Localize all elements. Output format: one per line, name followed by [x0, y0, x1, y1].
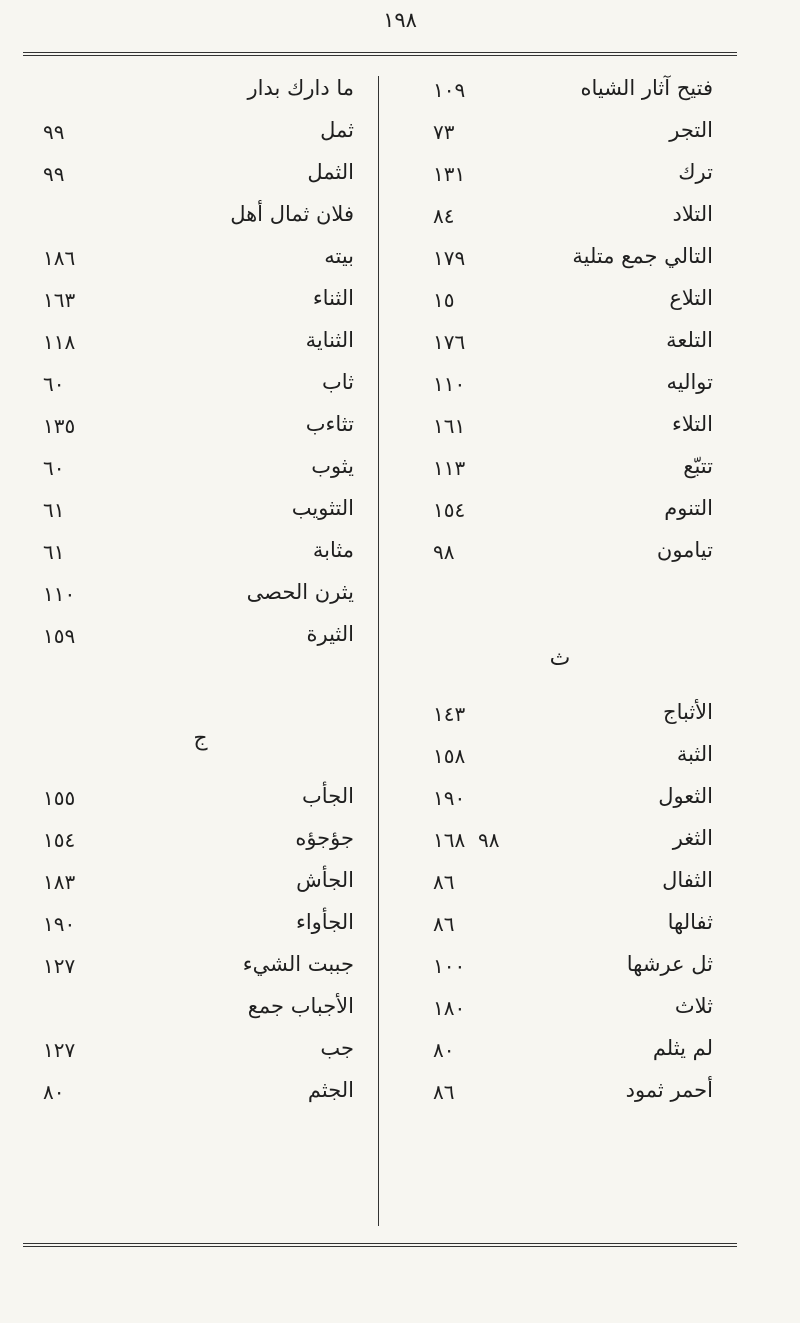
entry-word: جب: [320, 1036, 354, 1060]
entry-word: جببت الشيء: [242, 952, 354, 976]
index-entry: [383, 822, 737, 864]
index-entry: [23, 408, 378, 450]
entry-word: الثناية: [305, 328, 354, 352]
entry-word: بيته: [324, 244, 354, 268]
index-entry: [23, 240, 378, 282]
entry-word: ثمل: [320, 118, 354, 142]
entry-word: التنوم: [664, 496, 713, 520]
entry-page: ١١٠: [43, 582, 76, 606]
entry-word: ثل عرشها: [626, 952, 713, 976]
index-entry: [383, 408, 737, 450]
index-entry: [23, 1074, 378, 1116]
entry-page: ١٦٣: [43, 288, 76, 312]
index-entry: [23, 906, 378, 948]
index-entry: [383, 324, 737, 366]
entry-word: لم يثلم: [652, 1036, 713, 1060]
index-entry: [23, 114, 378, 156]
index-entry: [23, 864, 378, 906]
index-entry: [23, 618, 378, 660]
entry-word: يثوب: [311, 454, 354, 478]
entry-word: تيامون: [656, 538, 713, 562]
index-entry: [383, 738, 737, 780]
entry-word: التثويب: [291, 496, 354, 520]
bottom-rule: [23, 1246, 737, 1247]
index-entry: [383, 198, 737, 240]
entry-word: الثبة: [676, 742, 713, 766]
index-entry: [383, 990, 737, 1032]
entry-word: يثرن الحصى: [246, 580, 354, 604]
entry-word: الثيرة: [306, 622, 354, 646]
entry-word: تتبّع: [683, 454, 713, 478]
right-column: [383, 56, 737, 1243]
entry-page: ٦٠: [43, 456, 65, 480]
index-entry: [23, 534, 378, 576]
index-entry: [23, 72, 378, 114]
index-entry: [383, 1074, 737, 1116]
entry-word: أحمر ثمود: [625, 1078, 713, 1102]
index-entry: [23, 990, 378, 1032]
entry-page: ٨٠: [433, 1038, 455, 1062]
entry-page: ١١٠: [433, 372, 466, 396]
entry-page: ١٥٤: [43, 828, 76, 852]
entry-word: تواليه: [666, 370, 713, 394]
entry-word: الثفال: [662, 868, 713, 892]
entry-page: ١٧٩: [433, 246, 466, 270]
entry-word: التالي جمع متلية: [572, 244, 713, 268]
index-entry: [23, 282, 378, 324]
index-entry: [383, 72, 737, 114]
entry-word: الجأش: [296, 868, 354, 892]
entry-page: ١٥٤: [433, 498, 466, 522]
entry-word: ثاب: [321, 370, 354, 394]
entry-page: ١١٣: [433, 456, 466, 480]
entry-page: ٨٦: [433, 870, 455, 894]
entry-page: ٦١: [43, 540, 65, 564]
index-entry: [383, 156, 737, 198]
entry-page: ١٣٥: [43, 414, 76, 438]
index-entry: [383, 282, 737, 324]
entry-word: الجأب: [302, 784, 354, 808]
index-entry: [23, 324, 378, 366]
index-entry: [23, 822, 378, 864]
entry-page: ١٨٦: [43, 246, 76, 270]
index-entry: [23, 492, 378, 534]
column-divider: [378, 76, 379, 1226]
entry-page-secondary: ٩٨: [478, 828, 500, 852]
entry-word: الثغر: [672, 826, 713, 850]
entry-word: الجأواء: [295, 910, 354, 934]
index-entry: [23, 1032, 378, 1074]
entry-page: ٩٩: [43, 162, 65, 186]
entry-page: ١٥٥: [43, 786, 76, 810]
entry-page: ١٨٣: [43, 870, 76, 894]
entry-word: الثمل: [307, 160, 354, 184]
entry-word: فلان ثمال أهل: [230, 202, 354, 226]
entry-page: ١٦١: [433, 414, 466, 438]
index-entry: [383, 366, 737, 408]
entry-word: الجثم: [307, 1078, 354, 1102]
entry-page: ٨٦: [433, 912, 455, 936]
index-entry: [383, 780, 737, 822]
entry-word: ثفالها: [667, 910, 713, 934]
entry-word: فتيح آثار الشياه: [580, 76, 713, 100]
index-entry: [383, 534, 737, 576]
index-table: [23, 55, 737, 1244]
entry-page: ٩٨: [433, 540, 455, 564]
entry-page: ١٣١: [433, 162, 466, 186]
entry-page: ١٨٠: [433, 996, 466, 1020]
entry-page: ١٦٨: [433, 828, 466, 852]
entry-page: ٦٠: [43, 372, 65, 396]
index-entry: [23, 198, 378, 240]
index-entry: [23, 948, 378, 990]
entry-word: ترك: [678, 160, 713, 184]
entry-page: ١٥٨: [433, 744, 466, 768]
index-entry: [383, 492, 737, 534]
index-entry: [23, 576, 378, 618]
entry-page: ١٢٧: [43, 1038, 76, 1062]
entry-word: جؤجؤه: [295, 826, 354, 850]
entry-word: التلاء: [672, 412, 713, 436]
index-entry: [383, 450, 737, 492]
index-entry: [23, 156, 378, 198]
entry-word: الأجباب جمع: [247, 994, 354, 1018]
entry-page: ١٥: [433, 288, 455, 312]
top-rule: [23, 52, 737, 53]
entry-page: ١٩٠: [43, 912, 76, 936]
index-entry: [383, 240, 737, 282]
entry-page: ٨٤: [433, 204, 455, 228]
entry-word: التلعة: [666, 328, 713, 352]
entry-page: ٦١: [43, 498, 65, 522]
entry-page: ٨٠: [43, 1080, 65, 1104]
section-letter-tha: ث: [549, 646, 571, 671]
index-entry: [383, 696, 737, 738]
index-entry: [23, 780, 378, 822]
entry-page: ١٠٩: [433, 78, 466, 102]
page-number: ١٩٨: [383, 8, 417, 32]
entry-page: ٩٩: [43, 120, 65, 144]
entry-word: الثعول: [658, 784, 713, 808]
entry-word: الأثباج: [663, 700, 713, 724]
index-entry: [23, 450, 378, 492]
index-entry: [383, 864, 737, 906]
index-entry: [383, 114, 737, 156]
entry-page: ١٧٦: [433, 330, 466, 354]
index-entry: [23, 366, 378, 408]
entry-word: التجر: [669, 118, 713, 142]
entry-page: ١٠٠: [433, 954, 466, 978]
entry-page: ١٢٧: [43, 954, 76, 978]
entry-page: ١٤٣: [433, 702, 466, 726]
entry-word: التلاد: [672, 202, 713, 226]
entry-page: ٧٣: [433, 120, 455, 144]
entry-word: ثلاث: [674, 994, 713, 1018]
index-entry: [383, 948, 737, 990]
entry-word: مثابة: [312, 538, 354, 562]
entry-word: التلاع: [669, 286, 713, 310]
index-entry: [383, 906, 737, 948]
entry-word: الثناء: [312, 286, 354, 310]
index-entry: [383, 1032, 737, 1074]
left-column: [23, 56, 378, 1243]
entry-page: ٨٦: [433, 1080, 455, 1104]
entry-page: ١١٨: [43, 330, 76, 354]
entry-word: تثاءب: [305, 412, 354, 436]
entry-page: ١٥٩: [43, 624, 76, 648]
entry-page: ١٩٠: [433, 786, 466, 810]
section-letter-jim: ج: [193, 726, 208, 751]
entry-word: ما دارك بدار: [247, 76, 354, 100]
